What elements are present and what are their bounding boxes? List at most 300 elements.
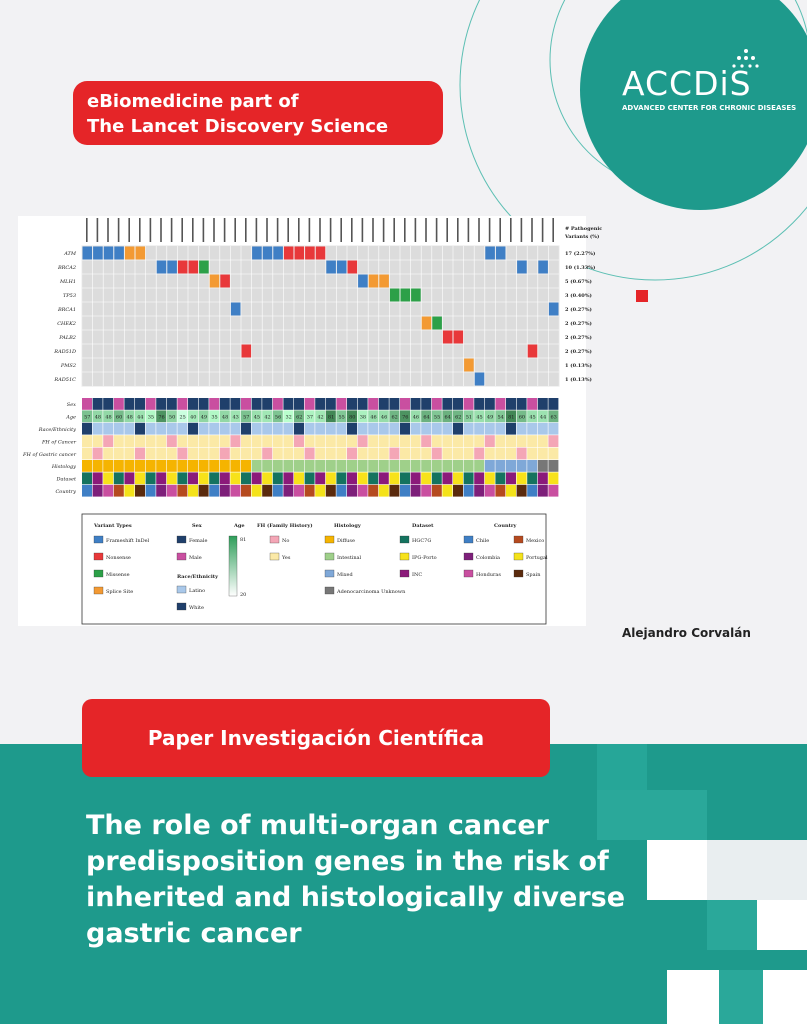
country-cell xyxy=(220,485,230,497)
country-cell xyxy=(453,485,463,497)
fh-gastric-cell xyxy=(538,448,548,460)
legend-country-item: Mexico xyxy=(526,538,545,544)
sex-cell xyxy=(199,398,209,410)
age-value: 80 xyxy=(349,414,356,421)
variant-count: 5 (0.67%) xyxy=(565,279,592,285)
fh-gastric-cell xyxy=(506,448,516,460)
dataset-cell xyxy=(230,472,240,484)
race-cell xyxy=(124,423,134,435)
logo-subtitle: ADVANCED CENTER FOR CHRONIC DISEASES xyxy=(622,104,797,112)
fh-gastric-cell xyxy=(209,448,219,460)
country-cell xyxy=(368,485,378,497)
mutation-cell xyxy=(157,261,167,274)
sample-id-label xyxy=(362,218,364,242)
fh-gastric-cell xyxy=(453,448,463,460)
fh-cancer-cell xyxy=(368,435,378,447)
fh-cancer-cell xyxy=(548,435,558,447)
mutation-cell xyxy=(422,317,432,330)
sex-cell xyxy=(347,398,357,410)
mutation-cell xyxy=(125,247,135,260)
sample-id-label xyxy=(404,218,406,242)
fh-gastric-cell xyxy=(474,448,484,460)
fh-gastric-cell xyxy=(305,448,315,460)
fh-cancer-cell xyxy=(506,435,516,447)
histology-cell xyxy=(432,460,442,472)
age-value: 56 xyxy=(274,414,282,421)
sample-id-label xyxy=(478,218,480,242)
dataset-cell xyxy=(442,472,452,484)
sample-id-label xyxy=(245,218,247,242)
age-value: 32 xyxy=(285,414,292,421)
mutation-cell xyxy=(83,247,93,260)
fh-gastric-cell xyxy=(230,448,240,460)
sample-id-label xyxy=(97,218,99,242)
sex-cell xyxy=(305,398,315,410)
histology-cell xyxy=(199,460,209,472)
fh-cancer-cell xyxy=(82,435,92,447)
fh-gastric-cell xyxy=(199,448,209,460)
sex-cell xyxy=(124,398,134,410)
histology-cell xyxy=(464,460,474,472)
fh-cancer-cell xyxy=(389,435,399,447)
journal-line-1: eBiomedicine part of xyxy=(87,91,299,112)
fh-gastric-cell xyxy=(294,448,304,460)
mutation-cell xyxy=(390,289,400,302)
sample-id-label xyxy=(213,218,215,242)
sample-id-label xyxy=(298,218,300,242)
race-cell xyxy=(517,423,527,435)
age-value: 45 xyxy=(476,414,483,421)
dataset-cell xyxy=(495,472,505,484)
country-cell xyxy=(347,485,357,497)
dataset-cell xyxy=(167,472,177,484)
legend-variant-item: Frameshift InDel xyxy=(106,538,150,544)
fh-cancer-cell xyxy=(167,435,177,447)
sex-cell xyxy=(548,398,558,410)
fh-gastric-cell xyxy=(135,448,145,460)
legend-race-item: Latino xyxy=(189,588,206,594)
country-cell xyxy=(156,485,166,497)
sample-id-label xyxy=(139,218,141,242)
sample-id-label xyxy=(256,218,258,242)
country-cell xyxy=(421,485,431,497)
dataset-cell xyxy=(188,472,198,484)
category-badge xyxy=(82,699,550,777)
race-cell xyxy=(262,423,272,435)
sex-cell xyxy=(146,398,156,410)
country-cell xyxy=(495,485,505,497)
age-value: 48 xyxy=(94,414,102,421)
histology-cell xyxy=(336,460,346,472)
dataset-cell xyxy=(146,472,156,484)
legend-age-title: Age xyxy=(234,523,245,529)
country-cell xyxy=(538,485,548,497)
dataset-cell xyxy=(548,472,558,484)
country-cell xyxy=(411,485,421,497)
race-cell xyxy=(188,423,198,435)
variant-count: 2 (0.27%) xyxy=(565,307,592,313)
legend-fh-item-swatch xyxy=(270,536,279,543)
legend-country-item-swatch xyxy=(514,553,523,560)
fh-cancer-cell xyxy=(411,435,421,447)
sex-cell xyxy=(506,398,516,410)
race-cell xyxy=(82,423,92,435)
dataset-cell xyxy=(453,472,463,484)
sex-cell xyxy=(400,398,410,410)
race-cell xyxy=(167,423,177,435)
dataset-cell xyxy=(135,472,145,484)
counts-header-2: Variants (%) xyxy=(565,234,600,240)
mutation-cell xyxy=(189,261,199,274)
fh-cancer-cell xyxy=(517,435,527,447)
mutation-cell xyxy=(358,275,368,288)
race-cell xyxy=(273,423,283,435)
fh-gastric-cell xyxy=(548,448,558,460)
age-value: 64 xyxy=(423,414,430,421)
histology-cell xyxy=(262,460,272,472)
gene-label: RAD51C xyxy=(54,377,76,383)
variant-count: 2 (0.27%) xyxy=(565,321,592,327)
race-cell xyxy=(527,423,537,435)
race-cell xyxy=(294,423,304,435)
age-value: 38 xyxy=(359,414,367,421)
fh-gastric-cell xyxy=(421,448,431,460)
legend-dataset-item: HGC7G xyxy=(412,538,432,544)
fh-cancer-cell xyxy=(315,435,325,447)
histology-cell xyxy=(305,460,315,472)
fh-cancer-cell xyxy=(199,435,209,447)
dataset-cell xyxy=(315,472,325,484)
race-cell xyxy=(474,423,484,435)
sample-id-label xyxy=(171,218,173,242)
country-cell xyxy=(305,485,315,497)
fh-cancer-cell xyxy=(421,435,431,447)
fh-gastric-cell xyxy=(400,448,410,460)
legend-country-item: Colombia xyxy=(476,555,500,561)
mutation-cell xyxy=(252,247,262,260)
dataset-cell xyxy=(400,472,410,484)
race-cell xyxy=(336,423,346,435)
fh-gastric-cell xyxy=(336,448,346,460)
age-value: 48 xyxy=(105,414,112,421)
sex-cell xyxy=(421,398,431,410)
fh-cancer-cell xyxy=(495,435,505,447)
sample-id-label xyxy=(192,218,194,242)
age-value: 40 xyxy=(190,414,197,421)
histology-cell xyxy=(273,460,283,472)
dataset-cell xyxy=(294,472,304,484)
country-cell xyxy=(167,485,177,497)
sample-id-label xyxy=(277,218,279,242)
sex-cell xyxy=(411,398,421,410)
sample-id-label xyxy=(521,218,523,242)
fh-cancer-cell xyxy=(485,435,495,447)
mutation-cell xyxy=(199,261,209,274)
dataset-cell xyxy=(517,472,527,484)
mutation-cell xyxy=(454,331,464,344)
sample-id-label xyxy=(393,218,395,242)
race-cell xyxy=(199,423,209,435)
histology-cell xyxy=(421,460,431,472)
sample-id-label xyxy=(436,218,438,242)
histology-cell xyxy=(188,460,198,472)
dataset-cell xyxy=(421,472,431,484)
sample-id-label xyxy=(118,218,120,242)
sex-cell xyxy=(114,398,124,410)
dataset-cell xyxy=(156,472,166,484)
fh-gastric-cell xyxy=(82,448,92,460)
age-value: 25 xyxy=(179,414,186,421)
fh-cancer-cell xyxy=(114,435,124,447)
histology-cell xyxy=(358,460,368,472)
sample-id-label xyxy=(372,218,374,242)
race-cell xyxy=(347,423,357,435)
sex-cell xyxy=(188,398,198,410)
legend-dataset-item-swatch xyxy=(400,570,409,577)
histology-cell xyxy=(548,460,558,472)
country-cell xyxy=(273,485,283,497)
fh-gastric-cell xyxy=(432,448,442,460)
sex-cell xyxy=(135,398,145,410)
race-cell xyxy=(548,423,558,435)
sex-cell xyxy=(167,398,177,410)
mutation-cell xyxy=(475,373,485,386)
gene-label: BRCA2 xyxy=(57,265,76,271)
fh-gastric-cell xyxy=(368,448,378,460)
sample-id-label xyxy=(107,218,109,242)
histology-cell xyxy=(538,460,548,472)
race-cell xyxy=(156,423,166,435)
fh-cancer-cell xyxy=(538,435,548,447)
author-name: Alejandro Corvalán xyxy=(622,626,751,640)
histology-cell xyxy=(379,460,389,472)
country-cell xyxy=(548,485,558,497)
histology-cell xyxy=(82,460,92,472)
dataset-cell xyxy=(336,472,346,484)
sex-cell xyxy=(517,398,527,410)
country-cell xyxy=(464,485,474,497)
histology-cell xyxy=(442,460,452,472)
sex-cell xyxy=(336,398,346,410)
fh-gastric-cell xyxy=(527,448,537,460)
legend-variant-item: Missense xyxy=(106,572,130,578)
sex-cell xyxy=(262,398,272,410)
histology-cell xyxy=(474,460,484,472)
race-cell xyxy=(368,423,378,435)
mutation-cell xyxy=(326,261,336,274)
country-cell xyxy=(262,485,272,497)
race-cell xyxy=(453,423,463,435)
mutation-cell xyxy=(443,331,453,344)
sex-cell xyxy=(230,398,240,410)
fh-cancer-cell xyxy=(188,435,198,447)
sex-cell xyxy=(326,398,336,410)
race-cell xyxy=(93,423,103,435)
legend-country-item-swatch xyxy=(464,570,473,577)
country-cell xyxy=(485,485,495,497)
dataset-cell xyxy=(273,472,283,484)
sex-cell xyxy=(389,398,399,410)
journal-badge xyxy=(73,81,443,145)
fh-cancer-cell xyxy=(262,435,272,447)
country-cell xyxy=(389,485,399,497)
paper-title-line-3: inherited and histologically diverse xyxy=(86,882,626,913)
histology-cell xyxy=(177,460,187,472)
sample-id-label xyxy=(510,218,512,242)
fh-cancer-cell xyxy=(93,435,103,447)
histology-cell xyxy=(453,460,463,472)
age-value: 49 xyxy=(486,414,494,421)
mutation-cell xyxy=(369,275,379,288)
age-value: 60 xyxy=(518,414,526,421)
country-cell xyxy=(135,485,145,497)
fh-cancer-cell xyxy=(103,435,113,447)
age-value: 81 xyxy=(508,414,515,421)
dataset-cell xyxy=(283,472,293,484)
legend-sex-item-swatch xyxy=(177,536,186,543)
country-cell xyxy=(358,485,368,497)
sex-cell xyxy=(156,398,166,410)
dataset-cell xyxy=(93,472,103,484)
histology-cell xyxy=(93,460,103,472)
histology-cell xyxy=(506,460,516,472)
fh-gastric-cell xyxy=(103,448,113,460)
sex-cell xyxy=(442,398,452,410)
sex-cell xyxy=(220,398,230,410)
age-value: 35 xyxy=(147,414,155,421)
sample-id-label xyxy=(128,218,130,242)
age-value: 48 xyxy=(221,414,229,421)
race-cell xyxy=(495,423,505,435)
legend-fh-item: No xyxy=(282,538,290,544)
legend-histology-item-swatch xyxy=(325,587,334,594)
legend-race-title: Race/Ethnicity xyxy=(177,574,219,580)
variant-count: 17 (2.27%) xyxy=(565,251,596,257)
fh-cancer-cell xyxy=(294,435,304,447)
age-value: 57 xyxy=(243,414,250,421)
mutation-cell xyxy=(305,247,315,260)
sample-id-label xyxy=(266,218,268,242)
country-cell xyxy=(400,485,410,497)
dataset-cell xyxy=(199,472,209,484)
race-cell xyxy=(241,423,251,435)
country-cell xyxy=(517,485,527,497)
fh-cancer-cell xyxy=(135,435,145,447)
dataset-cell xyxy=(527,472,537,484)
fh-cancer-cell xyxy=(230,435,240,447)
fh-gastric-cell xyxy=(379,448,389,460)
legend-histology-title: Histology xyxy=(334,523,361,529)
sample-id-label xyxy=(415,218,417,242)
fh-cancer-cell xyxy=(252,435,262,447)
legend-histology-item: Adenocarcinoma Unknown xyxy=(337,589,406,595)
age-value: 46 xyxy=(380,414,388,421)
fh-cancer-cell xyxy=(273,435,283,447)
legend-age-min: 20 xyxy=(240,592,247,598)
mutation-cell xyxy=(337,261,347,274)
mutation-cell xyxy=(549,303,559,316)
sex-cell xyxy=(358,398,368,410)
legend-variant-item-swatch xyxy=(94,570,103,577)
dataset-cell xyxy=(411,472,421,484)
age-value: 46 xyxy=(370,414,377,421)
dataset-cell xyxy=(474,472,484,484)
dataset-cell xyxy=(262,472,272,484)
race-cell xyxy=(209,423,219,435)
fh-gastric-cell xyxy=(177,448,187,460)
fh-cancer-cell xyxy=(400,435,410,447)
sex-cell xyxy=(464,398,474,410)
fh-cancer-cell xyxy=(156,435,166,447)
sex-cell xyxy=(495,398,505,410)
country-cell xyxy=(283,485,293,497)
country-cell xyxy=(209,485,219,497)
mutation-cell xyxy=(517,261,527,274)
mutation-cell xyxy=(496,247,506,260)
sample-id-label xyxy=(351,218,353,242)
race-cell xyxy=(252,423,262,435)
race-cell xyxy=(485,423,495,435)
histology-cell xyxy=(230,460,240,472)
age-value: 62 xyxy=(391,414,398,421)
histology-cell xyxy=(527,460,537,472)
histology-cell xyxy=(241,460,251,472)
age-value: 37 xyxy=(306,414,314,421)
histology-cell xyxy=(283,460,293,472)
mutation-cell xyxy=(136,247,146,260)
age-value: 42 xyxy=(317,414,324,421)
sample-id-label xyxy=(224,218,226,242)
mutation-cell xyxy=(220,275,230,288)
track-label: Age xyxy=(66,414,76,421)
fh-gastric-cell xyxy=(262,448,272,460)
sample-id-label xyxy=(340,218,342,242)
legend-race-item: White xyxy=(189,605,204,611)
sex-cell xyxy=(474,398,484,410)
accdis-logo xyxy=(622,48,797,118)
dataset-cell xyxy=(389,472,399,484)
race-cell xyxy=(506,423,516,435)
gene-label: RAD51D xyxy=(54,349,76,355)
sex-cell xyxy=(315,398,325,410)
mutation-cell xyxy=(93,247,103,260)
sample-id-label xyxy=(457,218,459,242)
sample-id-label xyxy=(330,218,332,242)
country-cell xyxy=(103,485,113,497)
race-cell xyxy=(146,423,156,435)
legend-histology-item-swatch xyxy=(325,570,334,577)
age-value: 45 xyxy=(529,414,536,421)
histology-cell xyxy=(368,460,378,472)
fh-cancer-cell xyxy=(326,435,336,447)
logo-name: ACCDiS xyxy=(622,64,752,103)
fh-cancer-cell xyxy=(177,435,187,447)
mutation-cell xyxy=(284,247,294,260)
legend-age-gradient xyxy=(229,536,237,596)
age-value: 43 xyxy=(232,414,239,421)
legend-histology-item-swatch xyxy=(325,553,334,560)
age-value: 62 xyxy=(455,414,462,421)
fh-gastric-cell xyxy=(146,448,156,460)
fh-cancer-cell xyxy=(220,435,230,447)
fh-gastric-cell xyxy=(315,448,325,460)
country-cell xyxy=(379,485,389,497)
dataset-cell xyxy=(347,472,357,484)
legend-dataset-title: Dataset xyxy=(412,523,434,529)
dataset-cell xyxy=(241,472,251,484)
mutation-cell xyxy=(411,289,421,302)
paper-title xyxy=(86,808,626,952)
